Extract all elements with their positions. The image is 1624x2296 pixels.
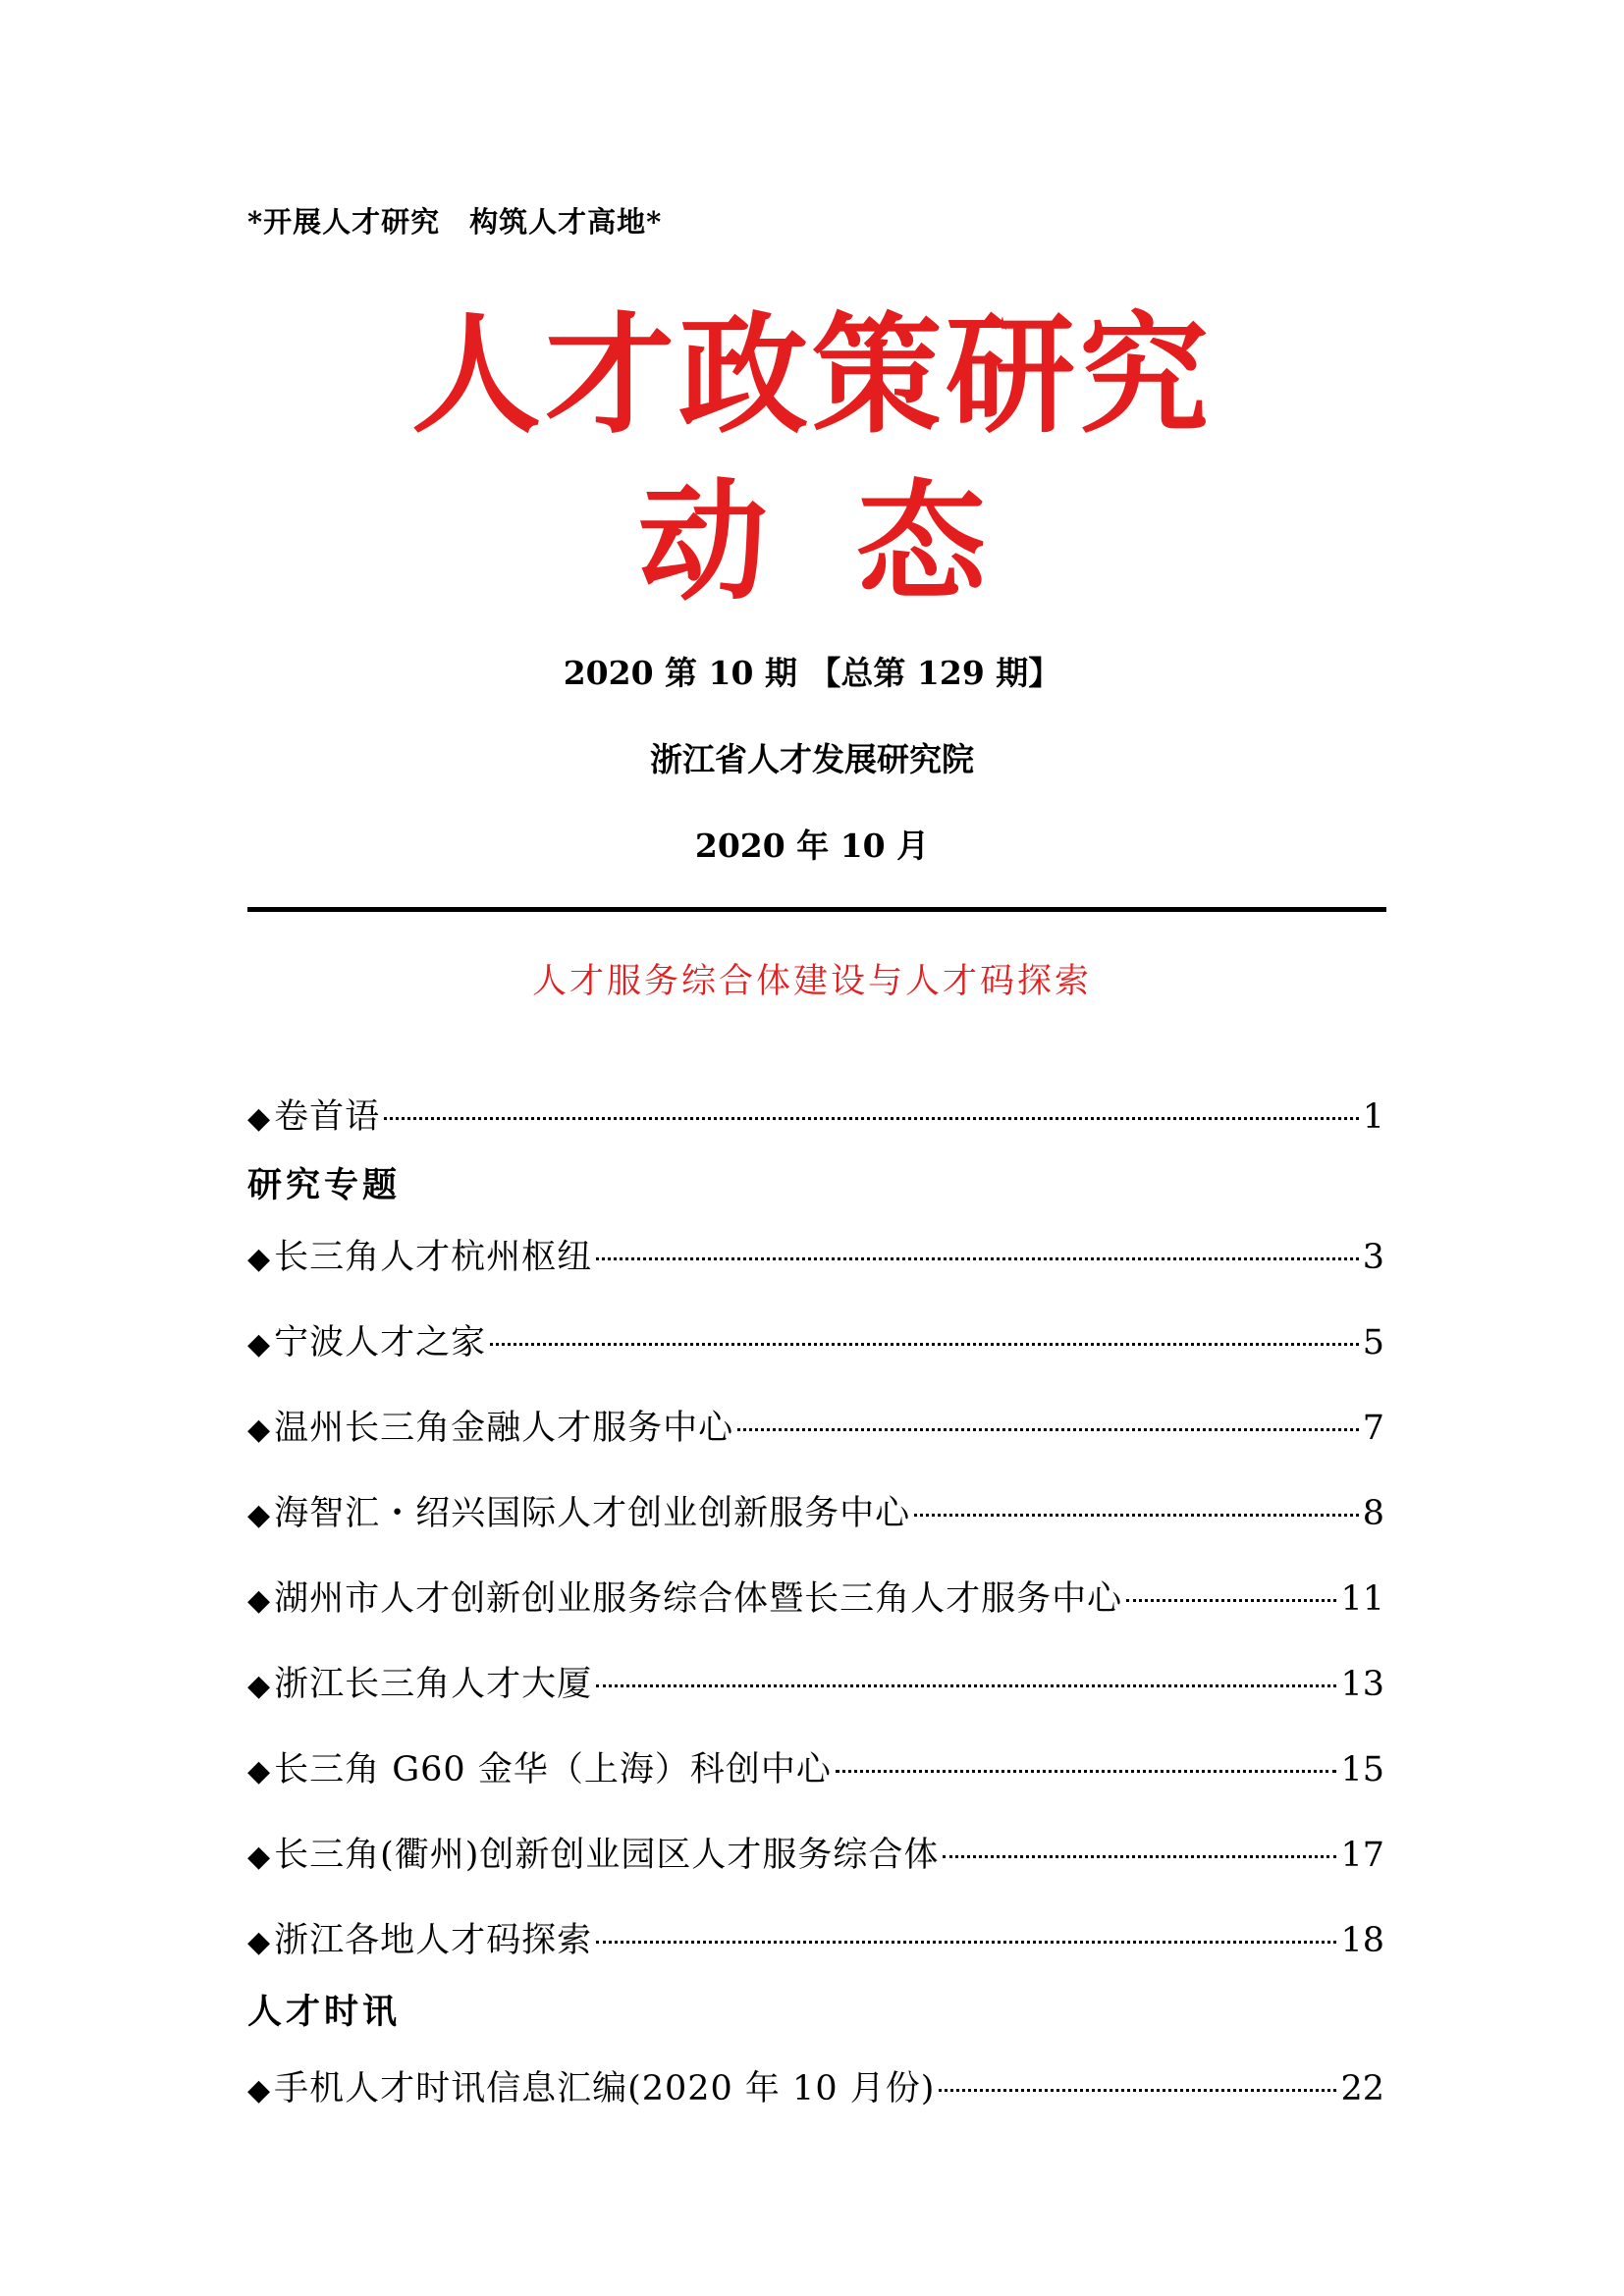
toc-entry-label: 浙江各地人才码探索 <box>274 1921 593 1960</box>
toc-entry-label: 温州长三角金融人才服务中心 <box>274 1409 734 1448</box>
header-motto: *开展人才研究 构筑人才高地* <box>247 205 663 239</box>
diamond-bullet-icon: ◆ <box>247 1925 271 1959</box>
toc-entry-page: 5 <box>1362 1323 1384 1362</box>
dot-leader <box>939 2089 1336 2092</box>
diamond-bullet-icon: ◆ <box>247 1583 271 1618</box>
toc-section-heading: 人才时讯 <box>247 1992 402 2032</box>
diamond-bullet-icon: ◆ <box>247 1101 271 1136</box>
diamond-bullet-icon: ◆ <box>247 2073 271 2108</box>
toc-entry[interactable] <box>247 1742 1384 1791</box>
diamond-bullet-icon: ◆ <box>247 1754 271 1789</box>
toc-entry-label: 手机人才时讯信息汇编(2020 年 10 月份) <box>274 2069 936 2109</box>
toc-entry-page: 7 <box>1362 1409 1384 1448</box>
toc-entry[interactable] <box>247 2061 1384 2110</box>
dot-leader <box>943 1855 1336 1858</box>
publication-date: 2020 年 10 月 <box>694 827 930 865</box>
journal-title: 人才政策研究 <box>411 299 1213 452</box>
dot-leader <box>490 1343 1359 1346</box>
toc-entry-label: 长三角 G60 金华（上海）科创中心 <box>274 1750 832 1789</box>
toc-entry-page: 11 <box>1340 1579 1384 1619</box>
toc-entry-page: 17 <box>1340 1836 1384 1875</box>
toc-entry[interactable] <box>247 1913 1384 1962</box>
toc-entry[interactable] <box>247 1828 1384 1877</box>
toc-entry[interactable] <box>247 1486 1384 1535</box>
issue-number: 2020 第 10 期 【总第 129 期】 <box>563 654 1061 692</box>
toc-entry-page: 1 <box>1362 1097 1384 1137</box>
dot-leader <box>384 1117 1359 1120</box>
toc-entry-label: 海智汇・绍兴国际人才创业创新服务中心 <box>274 1494 911 1533</box>
diamond-bullet-icon: ◆ <box>247 1413 271 1447</box>
toc-section-heading: 研究专题 <box>247 1165 402 1205</box>
dot-leader <box>836 1770 1337 1773</box>
toc-entry-page: 15 <box>1340 1750 1384 1789</box>
diamond-bullet-icon: ◆ <box>247 1242 271 1276</box>
toc-entry-page: 13 <box>1340 1665 1384 1704</box>
issue-topic: 人才服务综合体建设与人才码探索 <box>531 962 1092 1001</box>
toc-entry[interactable] <box>247 1315 1384 1364</box>
journal-subtitle-char-2: 态 <box>856 466 986 618</box>
diamond-bullet-icon: ◆ <box>247 1669 271 1703</box>
toc-entry-label: 浙江长三角人才大厦 <box>274 1665 593 1704</box>
diamond-bullet-icon: ◆ <box>247 1498 271 1532</box>
toc-entry-page: 18 <box>1340 1921 1384 1960</box>
dot-leader <box>1126 1599 1336 1602</box>
journal-subtitle <box>0 466 1624 618</box>
toc-entry-intro[interactable] <box>247 1090 1384 1139</box>
toc-entry-label: 长三角人才杭州枢纽 <box>274 1238 593 1277</box>
diamond-bullet-icon: ◆ <box>247 1327 271 1362</box>
toc-entry-label: 长三角(衢州)创新创业园区人才服务综合体 <box>274 1836 940 1875</box>
journal-subtitle-char-1: 动 <box>638 466 768 618</box>
dot-leader <box>596 1684 1336 1687</box>
toc-entry-page: 3 <box>1362 1238 1384 1277</box>
diamond-bullet-icon: ◆ <box>247 1840 271 1874</box>
toc-entry-page: 22 <box>1340 2069 1384 2109</box>
toc-entry[interactable] <box>247 1401 1384 1450</box>
toc-entry[interactable] <box>247 1230 1384 1279</box>
toc-entry-page: 8 <box>1362 1494 1384 1533</box>
toc-entry[interactable] <box>247 1572 1384 1621</box>
toc-entry-label: 湖州市人才创新创业服务综合体暨长三角人才服务中心 <box>274 1579 1123 1619</box>
header-divider <box>247 907 1386 912</box>
dot-leader <box>596 1941 1336 1944</box>
publisher: 浙江省人才发展研究院 <box>650 740 974 778</box>
toc-entry-label: 宁波人才之家 <box>274 1323 487 1362</box>
toc-entry-label: 卷首语 <box>274 1097 381 1137</box>
toc-entry[interactable] <box>247 1657 1384 1706</box>
dot-leader <box>737 1428 1359 1431</box>
dot-leader <box>596 1257 1359 1260</box>
dot-leader <box>914 1514 1359 1517</box>
